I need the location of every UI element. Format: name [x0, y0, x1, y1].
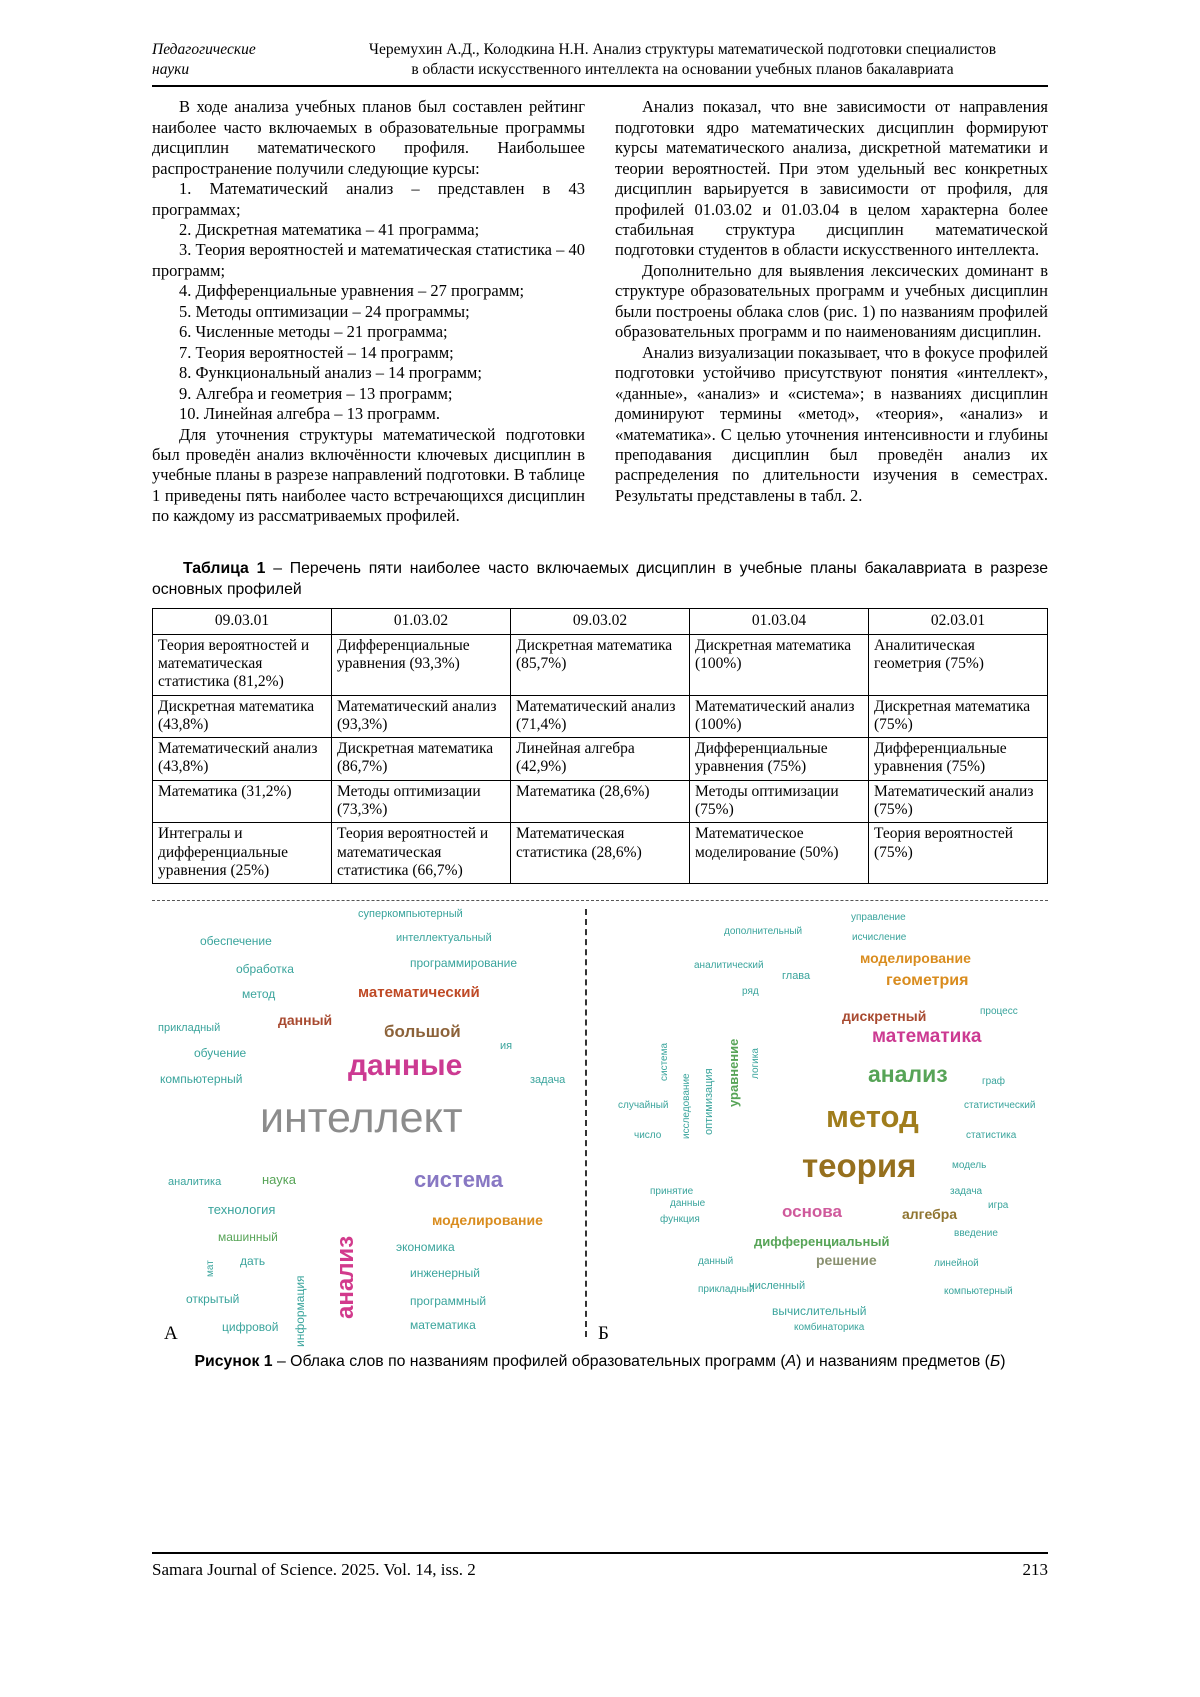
cloud-word: большой	[384, 1022, 461, 1042]
column-left	[152, 97, 585, 527]
cloud-word: интеллектуальный	[396, 932, 492, 945]
list-item: 6. Численные методы – 21 программа;	[179, 322, 448, 342]
cloud-word: геометрия	[886, 972, 969, 990]
cloud-word: программирование	[410, 956, 518, 971]
running-title	[317, 40, 1048, 80]
figure1-caption	[152, 1353, 1048, 1371]
cloud-word: обработка	[236, 962, 294, 977]
journal-section-line2: науки	[152, 61, 190, 79]
cloud-word: процесс	[980, 1006, 1018, 1018]
paragraph: Дополнительно для выявления лексических доминант в структуре образовательных программ и учебных дисциплин были построены облака слов (рис. 1) по названиям профилей образовательных программ и по наименованиям дисциплин.	[615, 260, 1048, 342]
cloud-word: ряд	[742, 986, 759, 998]
cloud-word: случайный	[618, 1100, 669, 1112]
cloud-word: суперкомпьютерный	[358, 908, 463, 921]
table-cell: Дифференциальные уравнения (75%)	[869, 738, 1048, 781]
paragraph-intro: В ходе анализа учебных планов был составлен рейтинг наиболее часто включаемых в образовательные программы дисциплин математического профиля. Наибольшее распространение получили следующие курсы:	[152, 97, 585, 178]
figure1-caption-a: А	[785, 1353, 797, 1371]
cloud-word: анализ	[868, 1061, 948, 1088]
cloud-word: дифференциальный	[754, 1234, 890, 1250]
cloud-word: функция	[660, 1214, 700, 1226]
cloud-word: введение	[954, 1228, 998, 1240]
cloud-word: математический	[358, 984, 480, 1002]
paragraph: Анализ показал, что вне зависимости от направления подготовки ядро математических дисциплин формируют курсы математического анализа, дискретной математики и теории вероятностей. При этом удельный вес конкретных дисциплин варьируется в зависимости от профиля, для профилей 01.03.02 и 01.03.04 в целом характерна более стабильная структура дисциплин математической подготовки студентов в области искусственного интеллекта.	[615, 97, 1048, 260]
table-cell: Дискретная математика (75%)	[869, 695, 1048, 738]
body-columns	[152, 97, 1048, 527]
list-item: 9. Алгебра и геометрия – 13 программ;	[179, 383, 453, 403]
table-row	[153, 634, 1048, 695]
cloud-word: аналитический	[694, 960, 764, 972]
table-header-cell: 09.03.01	[153, 609, 332, 634]
cloud-word: система	[659, 1043, 670, 1082]
running-title-line2: в области искусственного интеллекта на основании учебных планов бакалавриата	[411, 61, 954, 79]
cloud-word: граф	[982, 1076, 1005, 1088]
running-title-line1: Черемухин А.Д., Колодкина Н.Н. Анализ структуры математической подготовки специалистов	[368, 41, 997, 58]
table1-caption-text: – Перечень пяти наиболее часто включаемых дисциплин в учебные планы бакалавриата в разрезе основных профилей	[152, 559, 1048, 598]
figure1-caption-text1: – Облака слов по названиям профилей образовательных программ (	[272, 1353, 786, 1371]
cloud-word: обучение	[194, 1046, 247, 1061]
cloud-word: игра	[988, 1200, 1009, 1212]
footer-page-number: 213	[1022, 1560, 1048, 1579]
journal-section-line1: Педагогические	[152, 41, 256, 58]
cloud-word: задача	[950, 1186, 983, 1198]
table-cell: Теория вероятностей и математическая статистика (81,2%)	[153, 634, 332, 695]
table-header-cell: 09.03.02	[511, 609, 690, 634]
cloud-word: исследование	[681, 1073, 692, 1140]
cloud-word: основа	[782, 1202, 842, 1222]
table-cell: Дискретная математика (43,8%)	[153, 695, 332, 738]
table-header-cell: 01.03.04	[690, 609, 869, 634]
cloud-word: открытый	[186, 1292, 240, 1307]
cloud-word: система	[414, 1167, 503, 1193]
cloud-word: алгебра	[902, 1206, 958, 1223]
cloud-word: данный	[278, 1012, 333, 1029]
cloud-word: моделирование	[860, 950, 971, 967]
cloud-word: метод	[242, 987, 276, 1002]
list-item: 3. Теория вероятностей и математическая статистика – 40 программ;	[152, 240, 585, 280]
cloud-word: компьютерный	[160, 1072, 243, 1087]
table-cell: Методы оптимизации (75%)	[690, 780, 869, 823]
cloud-word: аналитика	[168, 1176, 222, 1189]
wordcloud-subjects	[596, 905, 1048, 1341]
table-cell: Математический анализ (43,8%)	[153, 738, 332, 781]
cloud-word: исчисление	[852, 932, 907, 944]
cloud-word: решение	[816, 1252, 877, 1269]
table-row	[153, 738, 1048, 781]
cloud-word: математика	[872, 1026, 982, 1048]
cloud-word: моделирование	[432, 1212, 543, 1229]
table-cell: Математический анализ (93,3%)	[332, 695, 511, 738]
footer-journal: Samara Journal of Science. 2025. Vol. 14, iss. 2	[152, 1560, 476, 1579]
page-content	[152, 40, 1048, 1371]
cloud-word: обеспечение	[200, 934, 272, 949]
table-cell: Математический анализ (75%)	[869, 780, 1048, 823]
panel-label-a: А	[164, 1323, 178, 1345]
table-cell: Математика (31,2%)	[153, 780, 332, 823]
cloud-word: математика	[410, 1318, 476, 1333]
cloud-word: метод	[826, 1099, 919, 1135]
cloud-word: логика	[750, 1048, 761, 1080]
wordclouds	[152, 905, 1048, 1348]
cloud-word: число	[634, 1130, 662, 1142]
cloud-word: модель	[952, 1160, 987, 1172]
cloud-word: машинный	[218, 1230, 278, 1245]
table-cell: Методы оптимизации (73,3%)	[332, 780, 511, 823]
cloud-word: экономика	[396, 1240, 455, 1255]
list-item: 1. Математический анализ – представлен в 43 программах;	[152, 179, 585, 219]
cloud-word: численный	[749, 1280, 806, 1293]
table-cell: Теория вероятностей (75%)	[869, 823, 1048, 884]
figure1-caption-b: Б	[989, 1353, 1001, 1371]
cloud-word: управление	[851, 912, 906, 924]
column-right	[615, 97, 1048, 527]
cloud-word: информация	[293, 1275, 307, 1348]
paragraph-outro: Для уточнения структуры математической подготовки был проведён анализ включённости ключевых дисциплин в учебные планы в разрезе направлений подготовки. В таблице 1 приведены пять наиболее часто встречающихся дисциплин по каждому из рассматриваемых профилей.	[152, 424, 585, 526]
cloud-word: уравнение	[726, 1038, 741, 1108]
paragraph: Анализ визуализации показывает, что в фокусе профилей подготовки устойчиво присутствуют понятия «интеллект», «данные», «анализ» и «система»; в названиях дисциплин доминируют термины «метод», «теория», «анализ» и «математика». С целью уточнения интенсивности и глубины преподавания дисциплин был проведён анализ их распределения по длительности изучения в семестрах. Результаты представлены в табл. 2.	[615, 342, 1048, 505]
table-cell: Математическая статистика (28,6%)	[511, 823, 690, 884]
table-header-row	[153, 609, 1048, 634]
figure1-caption-label: Рисунок 1	[194, 1353, 273, 1371]
table-cell: Математическое моделирование (50%)	[690, 823, 869, 884]
table-cell: Математический анализ (100%)	[690, 695, 869, 738]
table-cell: Дифференциальные уравнения (93,3%)	[332, 634, 511, 695]
cloud-word: вычислительный	[772, 1304, 867, 1319]
wordcloud-profiles	[152, 905, 585, 1348]
panel-label-b: Б	[598, 1323, 609, 1345]
list-item: 10. Линейная алгебра – 13 программ.	[179, 404, 440, 424]
cloud-word: мат	[205, 1260, 216, 1278]
cloud-word: принятие	[650, 1186, 694, 1198]
cloud-word: дискретный	[842, 1008, 927, 1025]
table-cell: Аналитическая геометрия (75%)	[869, 634, 1048, 695]
cloud-word: инженерный	[410, 1266, 480, 1281]
cloud-word: данные	[348, 1049, 463, 1083]
cloud-word: оптимизация	[703, 1068, 715, 1136]
cloud-word: цифровой	[222, 1320, 279, 1335]
table-cell: Математика (28,6%)	[511, 780, 690, 823]
list-item: 5. Методы оптимизации – 24 программы;	[179, 301, 470, 321]
cloud-divider	[585, 909, 587, 1337]
table1-caption	[152, 559, 1048, 601]
table-cell: Линейная алгебра (42,9%)	[511, 738, 690, 781]
cloud-word: технология	[208, 1202, 276, 1218]
table-cell: Дискретная математика (86,7%)	[332, 738, 511, 781]
list-item: 7. Теория вероятностей – 14 программ;	[179, 342, 454, 362]
table-row	[153, 695, 1048, 738]
cloud-word: дать	[240, 1254, 266, 1269]
table-header-cell: 02.03.01	[869, 609, 1048, 634]
cloud-word: задача	[530, 1074, 566, 1087]
cloud-word: ия	[500, 1040, 513, 1053]
table1	[152, 608, 1048, 884]
table-header-cell: 01.03.02	[332, 609, 511, 634]
cloud-word: интеллект	[260, 1094, 463, 1143]
cloud-word: дополнительный	[724, 926, 803, 938]
list-item: 2. Дискретная математика – 41 программа;	[179, 220, 480, 239]
cloud-word: анализ	[332, 1236, 359, 1320]
cloud-word: программный	[410, 1294, 487, 1309]
cloud-word: данный	[698, 1256, 734, 1268]
figure1-caption-text3: )	[1000, 1353, 1006, 1371]
table1-caption-label: Таблица 1	[183, 559, 266, 577]
list-item: 4. Дифференциальные уравнения – 27 программ;	[179, 281, 525, 301]
table-cell: Дискретная математика (100%)	[690, 634, 869, 695]
table-cell: Дискретная математика (85,7%)	[511, 634, 690, 695]
cloud-word: компьютерный	[944, 1286, 1013, 1298]
table-cell: Интегралы и дифференциальные уравнения (25%)	[153, 823, 332, 884]
cloud-word: статистика	[966, 1130, 1017, 1142]
cloud-word: статистический	[964, 1100, 1036, 1112]
cloud-word: теория	[802, 1147, 917, 1185]
table-row	[153, 780, 1048, 823]
table-cell: Дифференциальные уравнения (75%)	[690, 738, 869, 781]
journal-section	[152, 40, 317, 80]
page-footer	[152, 1552, 1048, 1580]
cloud-word: глава	[782, 970, 811, 983]
figure1-caption-text2: ) и названиям предметов (	[796, 1353, 990, 1371]
figure1	[152, 900, 1048, 1371]
page-header	[152, 40, 1048, 87]
cloud-word: прикладный	[158, 1022, 221, 1035]
table-row	[153, 823, 1048, 884]
cloud-word: комбинаторика	[794, 1322, 865, 1334]
table-cell: Математический анализ (71,4%)	[511, 695, 690, 738]
list-item: 8. Функциональный анализ – 14 программ;	[179, 363, 482, 383]
cloud-word: данные	[670, 1198, 706, 1210]
cloud-word: линейной	[934, 1258, 979, 1270]
cloud-word: наука	[262, 1172, 296, 1188]
cloud-word: прикладный	[698, 1284, 755, 1296]
table-cell: Теория вероятностей и математическая статистика (66,7%)	[332, 823, 511, 884]
